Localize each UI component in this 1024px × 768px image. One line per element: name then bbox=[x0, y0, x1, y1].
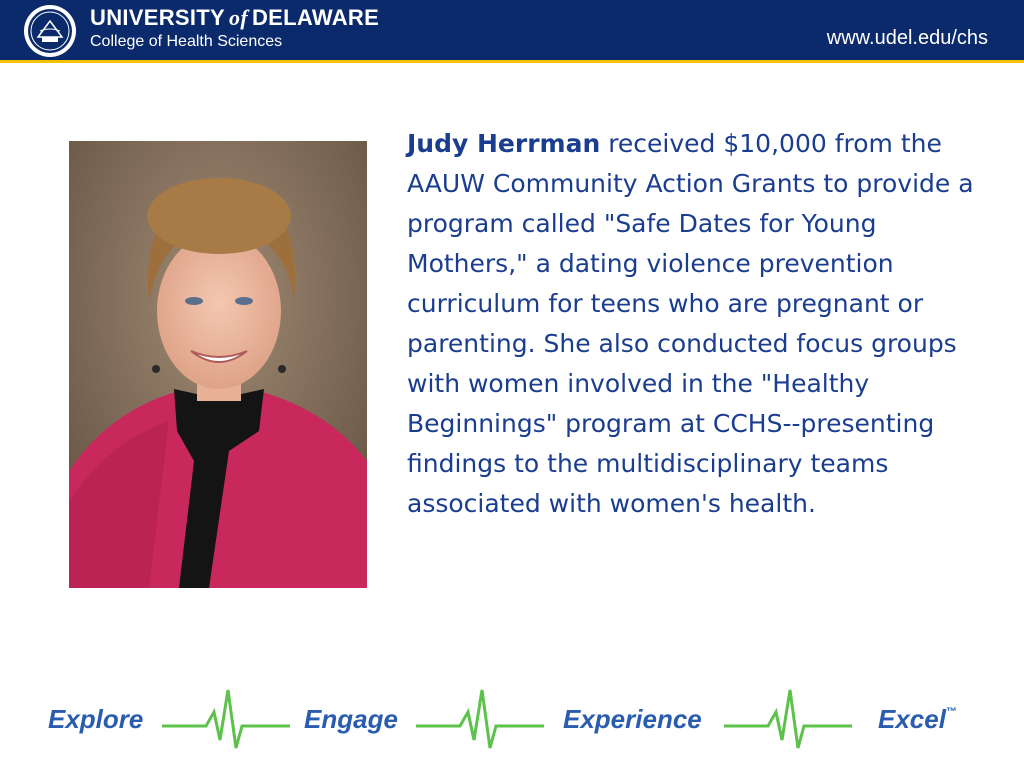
bio-text bbox=[407, 124, 987, 524]
motto-footer bbox=[0, 680, 1024, 760]
motto-excel: Excel™ bbox=[878, 704, 957, 734]
heartbeat-line-icon bbox=[724, 688, 852, 752]
motto-explore: Explore bbox=[48, 704, 144, 734]
profile-photo bbox=[69, 141, 367, 588]
motto-engage: Engage bbox=[304, 704, 398, 734]
trademark-symbol: ™ bbox=[945, 706, 957, 718]
person-name: Judy Herrman bbox=[407, 129, 601, 158]
college-name: College of Health Sciences bbox=[90, 33, 283, 50]
heartbeat-line-icon bbox=[416, 688, 544, 752]
university-seal-icon bbox=[23, 4, 77, 58]
website-url[interactable]: www.udel.edu/chs bbox=[826, 27, 988, 49]
header-bar bbox=[0, 0, 1024, 63]
motto-experience: Experience bbox=[563, 704, 702, 734]
heartbeat-line-icon bbox=[162, 688, 290, 752]
bio-body: received $10,000 from the AAUW Community Action Grants to provide a program called "Safe Dates for Young Mothers," a dating violence prevention curriculum for teens who are pregnant or parenting. She also conducted focus groups with women involved in the "Healthy Beginnings" program at CCHS--presenting findings to the multidisciplinary teams associated with women's health. bbox=[407, 129, 974, 518]
portrait-photo-icon bbox=[69, 141, 367, 588]
university-name: UNIVERSITY of DELAWARE bbox=[90, 5, 380, 30]
